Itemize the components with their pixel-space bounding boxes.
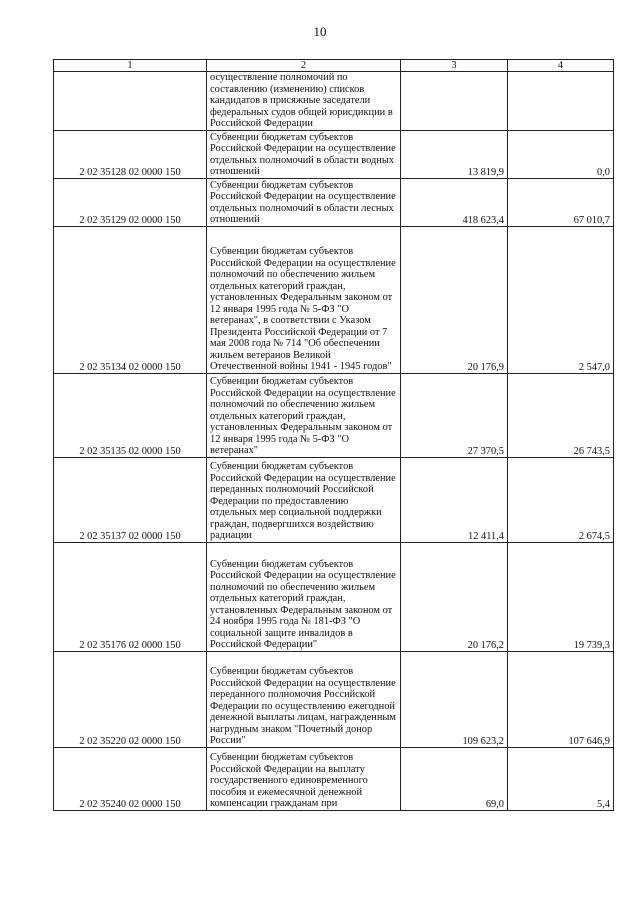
budget-table [53,59,614,811]
amount-col3: 13 819,9 [401,131,508,179]
table-header-row [54,60,614,72]
amount-col3: 20 176,2 [401,543,508,652]
table-row [54,179,614,227]
amount-col4: 2 547,0 [508,227,614,374]
amount-col3: 27 370,5 [401,374,508,458]
row-description: Субвенции бюджетам субъектов Российской Федерации на осуществление отдельных полномочий в области водных отношений [207,131,401,179]
budget-code: 2 02 35176 02 0000 150 [54,543,207,652]
column-header-3: 3 [401,60,508,72]
row-description: Субвенции бюджетам субъектов Российской Федерации на осуществление отдельных полномочий в области лесных отношений [207,179,401,227]
column-header-1: 1 [54,60,207,72]
row-description: Субвенции бюджетам субъектов Российской Федерации на осуществление полномочий по обеспечению жильем отдельных категорий граждан, установленных Федеральным законом от 12 января 1995 года № 5-ФЗ "О ветеранах", в соответствии с Указом Президента Российской Федерации от 7 мая 2008 года № 714 "Об обеспечении жильем ветеранов Великой Отечественной войны 1941 - 1945 годов" [207,227,401,374]
row-description: Субвенции бюджетам субъектов Российской Федерации на осуществление переданного полномочия Российской Федерации по осуществлению ежегодной денежной выплаты лицам, награжденным нагрудным знаком "Почетный донор России" [207,652,401,748]
amount-col4: 19 739,3 [508,543,614,652]
table-row [54,374,614,458]
column-header-2: 2 [207,60,401,72]
budget-code [54,72,207,131]
amount-col3 [401,72,508,131]
budget-code: 2 02 35135 02 0000 150 [54,374,207,458]
row-description: осуществление полномочий по составлению (изменению) списков кандидатов в присяжные заседатели федеральных судов общей юрисдикции в Российской Федерации [207,72,401,131]
amount-col3: 20 176,9 [401,227,508,374]
column-header-4: 4 [508,60,614,72]
amount-col3: 12 411,4 [401,458,508,543]
amount-col4: 26 743,5 [508,374,614,458]
budget-code: 2 02 35129 02 0000 150 [54,179,207,227]
amount-col3: 418 623,4 [401,179,508,227]
row-description: Субвенции бюджетам субъектов Российской Федерации на осуществление полномочий по обеспечению жильем отдельных категорий граждан, установленных Федеральным законом от 24 ноября 1995 года № 181-ФЗ "О социальной защите инвалидов в Российской Федерации" [207,543,401,652]
budget-code: 2 02 35220 02 0000 150 [54,652,207,748]
amount-col4: 5,4 [508,748,614,811]
budget-code: 2 02 35240 02 0000 150 [54,748,207,811]
budget-code: 2 02 35137 02 0000 150 [54,458,207,543]
row-description: Субвенции бюджетам субъектов Российской Федерации на выплату государственного единовременного пособия и ежемесячной денежной компенсации гражданам при [207,748,401,811]
table-row [54,131,614,179]
amount-col4: 2 674,5 [508,458,614,543]
amount-col4: 107 646,9 [508,652,614,748]
table-row [54,458,614,543]
amount-col4: 67 010,7 [508,179,614,227]
amount-col4: 0,0 [508,131,614,179]
budget-code: 2 02 35134 02 0000 150 [54,227,207,374]
table-row [54,543,614,652]
row-description: Субвенции бюджетам субъектов Российской Федерации на осуществление переданных полномочий Российской Федерации по предоставлению отдельных мер социальной поддержки граждан, подвергшихся воздействию радиации [207,458,401,543]
page-number: 10 [313,24,327,39]
table-row [54,652,614,748]
amount-col3: 109 623,2 [401,652,508,748]
amount-col4 [508,72,614,131]
table-row [54,72,614,131]
table-row [54,227,614,374]
row-description: Субвенции бюджетам субъектов Российской Федерации на осуществление полномочий по обеспечению жильем отдельных категорий граждан, установленных Федеральным законом от 12 января 1995 года № 5-ФЗ "О ветеранах" [207,374,401,458]
budget-code: 2 02 35128 02 0000 150 [54,131,207,179]
table-row [54,748,614,811]
amount-col3: 69,0 [401,748,508,811]
